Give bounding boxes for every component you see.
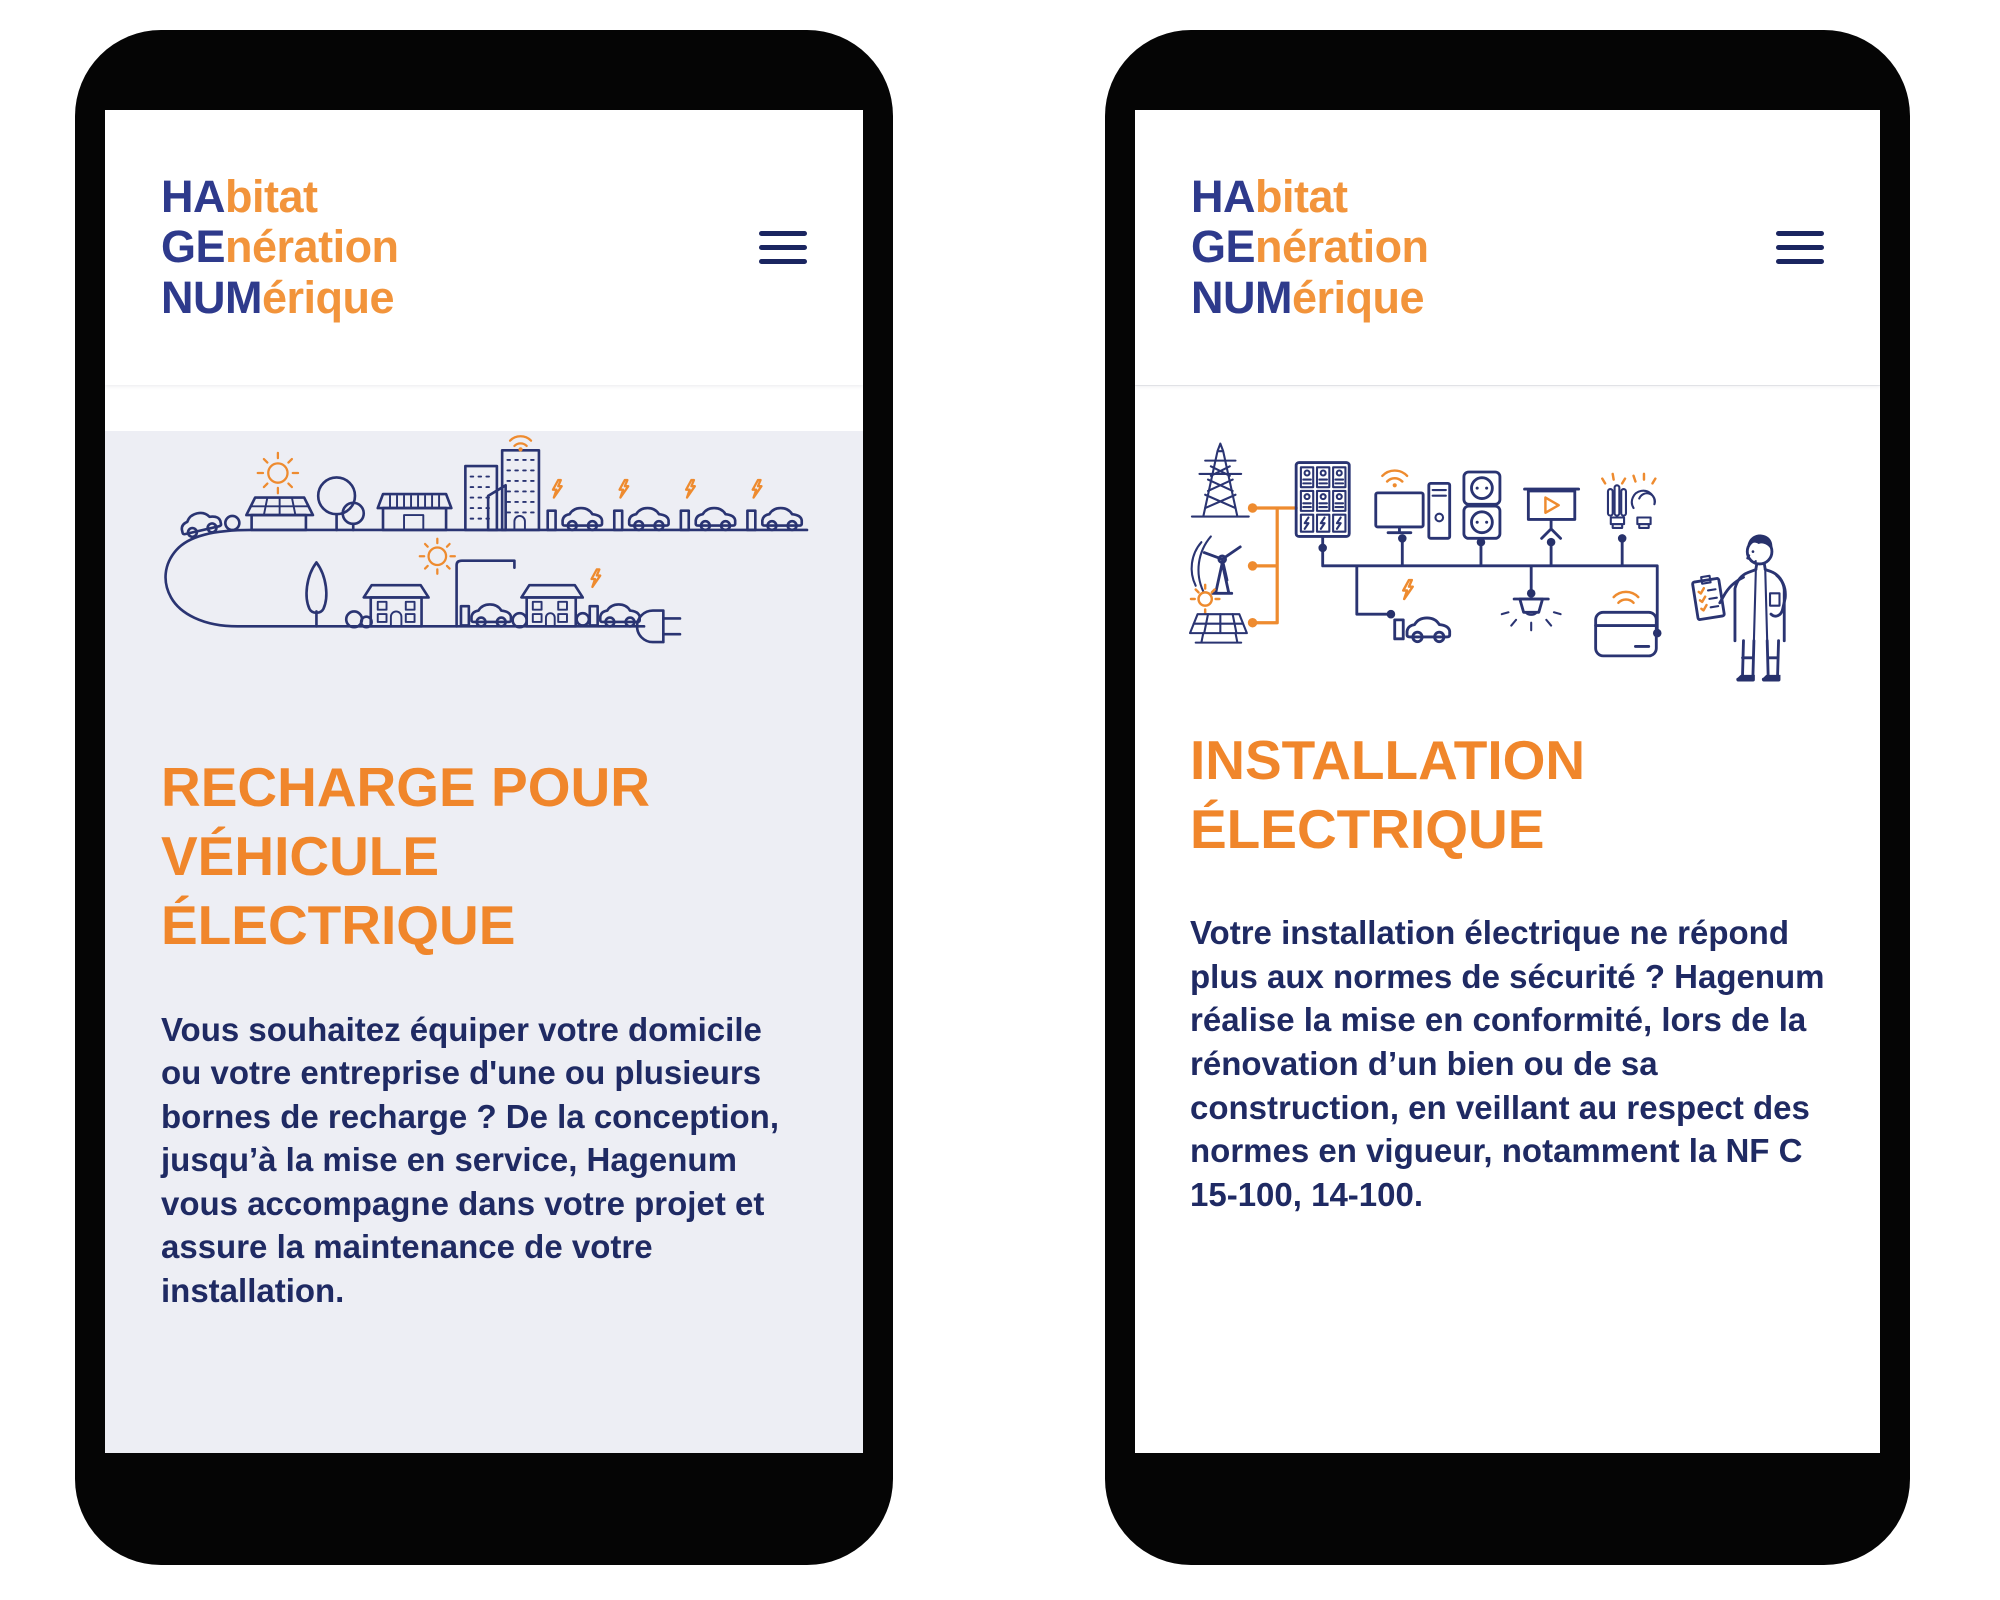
breaker-panel-icon <box>1296 463 1349 537</box>
city-buildings <box>465 450 539 530</box>
page-title: RECHARGE POUR VÉHICULE ÉLECTRIQUE <box>161 756 650 956</box>
house <box>364 585 429 626</box>
charging-station <box>577 569 640 626</box>
electrical-installation-illustration <box>1190 436 1825 692</box>
power-outlet-icon <box>1464 472 1500 538</box>
logo-line: NUMérique <box>161 271 395 323</box>
menu-button[interactable] <box>1776 225 1824 270</box>
logo-line: NUMérique <box>1191 271 1425 323</box>
bush <box>225 516 239 530</box>
sun-icon <box>258 453 298 493</box>
site-logo[interactable] <box>1191 172 1429 323</box>
solar-panel-house <box>246 498 313 530</box>
phone-frame-left <box>75 30 893 1565</box>
wind-turbine-icon <box>1192 536 1241 593</box>
supply-lines <box>1248 503 1296 627</box>
menu-button[interactable] <box>759 225 807 270</box>
car-on-slope <box>179 509 222 539</box>
charging-station <box>681 480 735 530</box>
poplar-tree <box>307 562 327 626</box>
computer-icon <box>1376 471 1450 539</box>
power-pylon-icon <box>1192 444 1249 517</box>
ev-car-icon <box>1395 580 1450 642</box>
logo-line: GEnération <box>161 221 399 273</box>
intro-paragraph: Vous souhaitez équiper votre domicile ou votre entreprise d'une ou plusieurs bornes de recharge ? De la conception, jusqu’à la mise en service, Hagenum vous accompagne dans votre projet et assure la maintenance de votre installation. <box>161 1010 779 1309</box>
shop <box>378 494 452 530</box>
house <box>521 585 582 626</box>
page-title: INSTALLATION ÉLECTRIQUE <box>1190 728 1586 860</box>
charging-canopy <box>457 561 515 627</box>
logo-line: GEnération <box>1191 221 1429 273</box>
sun-icon <box>420 539 455 574</box>
projector-screen-icon <box>1525 489 1579 538</box>
site-header <box>105 110 863 385</box>
site-logo[interactable] <box>161 172 399 323</box>
phone-frame-right <box>1105 30 1910 1565</box>
hamburger-icon <box>759 231 807 236</box>
card-terminal-icon <box>1596 592 1657 656</box>
distribution-lines <box>1318 534 1661 637</box>
content-recharge <box>105 431 863 1453</box>
hamburger-icon <box>1776 231 1824 236</box>
charging-station <box>747 480 801 530</box>
logo-line: HAbitat <box>1191 170 1348 222</box>
intro-paragraph: Votre installation électrique ne répond plus aux normes de sécurité ? Hagenum réalise la mise en conformité, lors de la rénovation d’un bien ou de sa construction, en veillant au respect des normes en vigueur, notamment la NF C 15-100, 14-100. <box>1190 914 1825 1213</box>
light-bulbs-icon <box>1602 474 1655 528</box>
technician-figure <box>1692 534 1786 681</box>
phone-screen-left <box>105 110 863 1453</box>
site-header <box>1135 110 1880 385</box>
road-line <box>166 530 807 626</box>
phone-screen-right <box>1135 110 1880 1453</box>
ev-charging-cityscape-illustration <box>157 431 807 689</box>
logo-line: HAbitat <box>161 170 318 222</box>
bush <box>346 611 362 627</box>
pendant-lamp-icon <box>1502 599 1561 630</box>
trees <box>318 477 364 530</box>
content-installation <box>1135 385 1880 1452</box>
charging-station <box>614 480 668 530</box>
charging-station <box>548 480 602 530</box>
